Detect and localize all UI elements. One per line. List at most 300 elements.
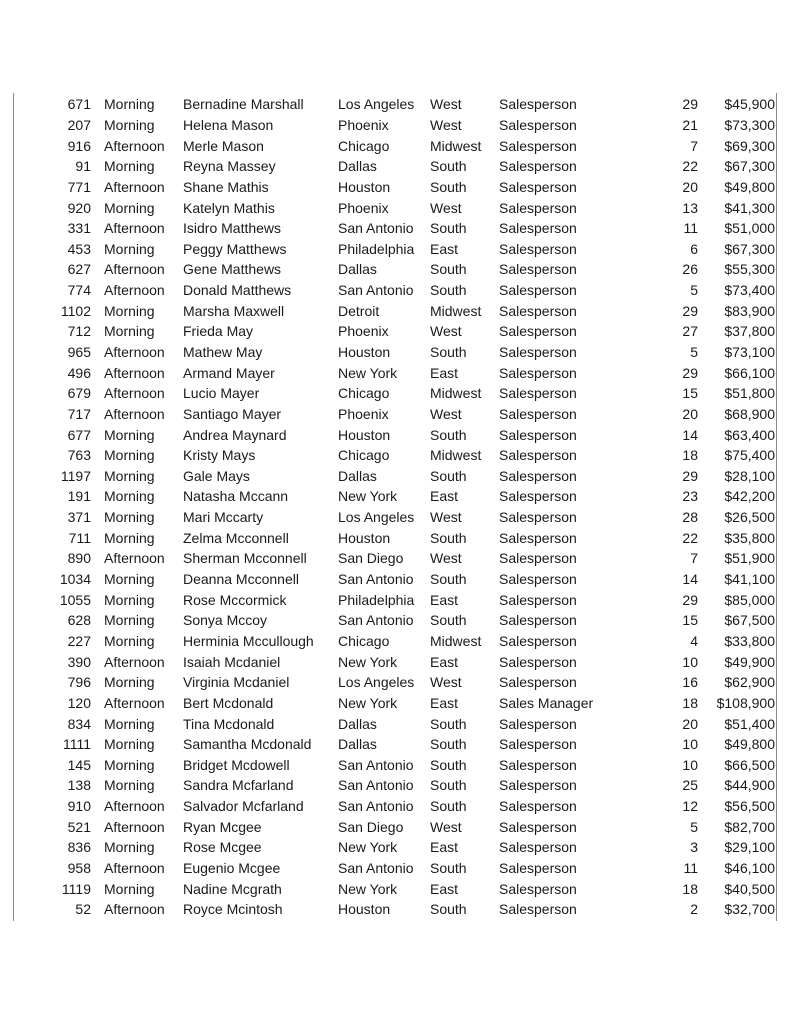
region-cell: South: [430, 798, 467, 815]
salary-cell: $32,700: [724, 901, 775, 918]
job-title-cell: Salesperson: [499, 798, 577, 815]
employee-id-cell: 1055: [59, 591, 91, 608]
table-row: [14, 218, 781, 239]
employee-name-cell: Rose Mccormick: [183, 591, 287, 608]
table-row: [14, 899, 781, 920]
employee-name-cell: Nadine Mcgrath: [183, 880, 282, 897]
region-cell: South: [430, 467, 467, 484]
city-cell: Los Angeles: [338, 674, 415, 691]
city-cell: Phoenix: [338, 323, 389, 340]
salary-cell: $51,000: [724, 220, 775, 237]
shift-cell: Afternoon: [104, 261, 165, 278]
region-cell: South: [430, 220, 467, 237]
employee-id-cell: 677: [67, 426, 91, 443]
salary-cell: $49,800: [724, 736, 775, 753]
years-cell: 10: [682, 736, 698, 753]
region-cell: South: [430, 178, 467, 195]
employee-name-cell: Royce Mcintosh: [183, 901, 283, 918]
years-cell: 3: [690, 839, 698, 856]
job-title-cell: Salesperson: [499, 302, 577, 319]
years-cell: 16: [682, 674, 698, 691]
years-cell: 5: [690, 344, 698, 360]
city-cell: Los Angeles: [338, 96, 415, 113]
employee-id-cell: 763: [67, 447, 91, 464]
employee-table-body: [14, 94, 781, 920]
employee-name-cell: Samantha Mcdonald: [183, 736, 312, 753]
employee-id-cell: 796: [67, 674, 91, 691]
employee-id-cell: 521: [67, 818, 91, 835]
shift-cell: Morning: [104, 674, 155, 691]
years-cell: 22: [682, 158, 698, 175]
job-title-cell: Salesperson: [499, 777, 577, 794]
employee-id-cell: 1034: [59, 571, 91, 588]
city-cell: San Antonio: [338, 860, 414, 877]
employee-table: [14, 94, 781, 920]
region-cell: West: [430, 818, 462, 835]
employee-name-cell: Bernadine Marshall: [183, 96, 304, 113]
employee-id-cell: 145: [67, 756, 91, 773]
job-title-cell: Salesperson: [499, 674, 577, 691]
job-title-cell: Salesperson: [499, 880, 577, 897]
shift-cell: Afternoon: [104, 818, 165, 835]
years-cell: 29: [682, 467, 698, 484]
salary-cell: $46,100: [724, 860, 775, 877]
years-cell: 2: [690, 901, 698, 918]
employee-name-cell: Ryan Mcgee: [183, 818, 262, 835]
shift-cell: Morning: [104, 591, 155, 608]
table-row: [14, 507, 781, 528]
job-title-cell: Salesperson: [499, 529, 577, 546]
employee-id-cell: 965: [67, 344, 91, 360]
region-cell: South: [430, 777, 467, 794]
employee-name-cell: Mathew May: [183, 344, 263, 360]
years-cell: 7: [690, 550, 698, 567]
city-cell: New York: [338, 880, 398, 897]
region-cell: Midwest: [430, 137, 482, 154]
years-cell: 10: [682, 653, 698, 670]
table-row: [14, 177, 781, 198]
salary-cell: $66,100: [724, 364, 775, 381]
employee-name-cell: Deanna Mcconnell: [183, 571, 299, 588]
region-cell: West: [430, 509, 462, 526]
city-cell: Houston: [338, 426, 391, 443]
region-cell: East: [430, 880, 459, 897]
years-cell: 12: [682, 798, 698, 815]
employee-id-cell: 628: [67, 612, 91, 629]
salary-cell: $45,900: [724, 96, 775, 113]
employee-name-cell: Santiago Mayer: [183, 405, 282, 422]
years-cell: 22: [682, 529, 698, 546]
salary-cell: $67,300: [724, 240, 775, 257]
employee-name-cell: Armand Mayer: [183, 364, 275, 381]
employee-id-cell: 671: [67, 96, 91, 113]
salary-cell: $41,300: [724, 199, 775, 216]
job-title-cell: Salesperson: [499, 467, 577, 484]
shift-cell: Morning: [104, 323, 155, 340]
shift-cell: Morning: [104, 777, 155, 794]
employee-id-cell: 191: [67, 488, 91, 505]
job-title-cell: Salesperson: [499, 344, 577, 360]
salary-cell: $55,300: [724, 261, 775, 278]
salary-cell: $66,500: [724, 756, 775, 773]
job-title-cell: Salesperson: [499, 860, 577, 877]
region-cell: South: [430, 901, 467, 918]
table-row: [14, 115, 781, 136]
city-cell: Dallas: [338, 261, 377, 278]
years-cell: 10: [682, 756, 698, 773]
salary-cell: $42,200: [724, 488, 775, 505]
employee-name-cell: Donald Matthews: [183, 282, 292, 299]
employee-name-cell: Andrea Maynard: [183, 426, 287, 443]
region-cell: West: [430, 323, 462, 340]
employee-name-cell: Sherman Mcconnell: [183, 550, 307, 567]
years-cell: 5: [690, 818, 698, 835]
table-row: [14, 589, 781, 610]
shift-cell: Afternoon: [104, 860, 165, 877]
region-cell: South: [430, 158, 467, 175]
job-title-cell: Salesperson: [499, 426, 577, 443]
city-cell: San Antonio: [338, 612, 414, 629]
job-title-cell: Salesperson: [499, 405, 577, 422]
table-row: [14, 197, 781, 218]
employee-id-cell: 331: [67, 220, 91, 237]
table-row: [14, 321, 781, 342]
job-title-cell: Salesperson: [499, 240, 577, 257]
employee-id-cell: 712: [67, 323, 91, 340]
city-cell: Phoenix: [338, 116, 389, 133]
years-cell: 27: [682, 323, 698, 340]
job-title-cell: Salesperson: [499, 839, 577, 856]
job-title-cell: Salesperson: [499, 137, 577, 154]
years-cell: 4: [690, 632, 698, 649]
salary-cell: $82,700: [724, 818, 775, 835]
shift-cell: Afternoon: [104, 405, 165, 422]
employee-name-cell: Zelma Mcconnell: [183, 529, 289, 546]
salary-cell: $33,800: [724, 632, 775, 649]
shift-cell: Morning: [104, 240, 155, 257]
region-cell: South: [430, 344, 467, 360]
salary-cell: $35,800: [724, 529, 775, 546]
job-title-cell: Salesperson: [499, 447, 577, 464]
region-cell: Midwest: [430, 385, 482, 402]
shift-cell: Morning: [104, 736, 155, 753]
job-title-cell: Salesperson: [499, 261, 577, 278]
region-cell: West: [430, 674, 462, 691]
region-cell: South: [430, 282, 467, 299]
city-cell: San Antonio: [338, 798, 414, 815]
city-cell: Dallas: [338, 736, 377, 753]
region-cell: South: [430, 715, 467, 732]
table-row: [14, 651, 781, 672]
job-title-cell: Salesperson: [499, 715, 577, 732]
employee-id-cell: 910: [67, 798, 91, 815]
employee-name-cell: Peggy Matthews: [183, 240, 287, 257]
years-cell: 6: [690, 240, 698, 257]
region-cell: East: [430, 653, 459, 670]
salary-cell: $83,900: [724, 302, 775, 319]
salary-cell: $29,100: [724, 839, 775, 856]
employee-id-cell: 836: [67, 839, 91, 856]
table-row: [14, 280, 781, 301]
shift-cell: Morning: [104, 426, 155, 443]
employee-name-cell: Virginia Mcdaniel: [183, 674, 290, 691]
region-cell: Midwest: [430, 632, 482, 649]
shift-cell: Morning: [104, 571, 155, 588]
shift-cell: Morning: [104, 529, 155, 546]
job-title-cell: Salesperson: [499, 96, 577, 113]
salary-cell: $51,800: [724, 385, 775, 402]
salary-cell: $41,100: [724, 571, 775, 588]
table-row: [14, 466, 781, 487]
salary-cell: $51,400: [724, 715, 775, 732]
employee-id-cell: 496: [67, 364, 91, 381]
years-cell: 21: [682, 116, 698, 133]
employee-name-cell: Marsha Maxwell: [183, 302, 285, 319]
region-cell: East: [430, 488, 459, 505]
employee-name-cell: Rose Mcgee: [183, 839, 262, 856]
job-title-cell: Salesperson: [499, 756, 577, 773]
job-title-cell: Salesperson: [499, 323, 577, 340]
table-row: [14, 569, 781, 590]
years-cell: 29: [682, 96, 698, 113]
salary-cell: $73,400: [724, 282, 775, 299]
years-cell: 11: [683, 860, 698, 877]
city-cell: New York: [338, 839, 398, 856]
employee-id-cell: 771: [67, 178, 91, 195]
employee-name-cell: Merle Mason: [183, 137, 264, 154]
shift-cell: Morning: [104, 509, 155, 526]
job-title-cell: Salesperson: [499, 116, 577, 133]
table-row: [14, 404, 781, 425]
city-cell: San Antonio: [338, 777, 414, 794]
salary-cell: $37,800: [724, 323, 775, 340]
years-cell: 29: [682, 364, 698, 381]
employee-name-cell: Tina Mcdonald: [183, 715, 275, 732]
shift-cell: Afternoon: [104, 385, 165, 402]
region-cell: West: [430, 199, 462, 216]
table-row: [14, 527, 781, 548]
region-cell: East: [430, 240, 459, 257]
job-title-cell: Salesperson: [499, 158, 577, 175]
employee-id-cell: 207: [67, 116, 91, 133]
region-cell: West: [430, 550, 462, 567]
employee-name-cell: Bridget Mcdowell: [183, 756, 290, 773]
salary-cell: $26,500: [724, 509, 775, 526]
shift-cell: Morning: [104, 839, 155, 856]
table-row: [14, 713, 781, 734]
employee-name-cell: Bert Mcdonald: [183, 694, 274, 711]
city-cell: Phoenix: [338, 405, 389, 422]
employee-name-cell: Kristy Mays: [183, 447, 256, 464]
salary-cell: $62,900: [724, 674, 775, 691]
job-title-cell: Salesperson: [499, 220, 577, 237]
years-cell: 18: [682, 447, 698, 464]
shift-cell: Morning: [104, 96, 155, 113]
years-cell: 20: [682, 178, 698, 195]
shift-cell: Morning: [104, 447, 155, 464]
region-cell: South: [430, 736, 467, 753]
table-row: [14, 156, 781, 177]
city-cell: Dallas: [338, 158, 377, 175]
employee-name-cell: Salvador Mcfarland: [183, 798, 304, 815]
region-cell: East: [430, 839, 459, 856]
shift-cell: Afternoon: [104, 901, 165, 918]
employee-name-cell: Mari Mccarty: [183, 509, 264, 526]
employee-name-cell: Herminia Mccullough: [183, 632, 314, 649]
job-title-cell: Salesperson: [499, 178, 577, 195]
employee-id-cell: 91: [75, 158, 91, 175]
employee-id-cell: 227: [67, 632, 91, 649]
city-cell: San Antonio: [338, 756, 414, 773]
region-cell: South: [430, 426, 467, 443]
table-row: [14, 445, 781, 466]
employee-name-cell: Katelyn Mathis: [183, 199, 275, 216]
employee-id-cell: 916: [67, 137, 91, 154]
region-cell: South: [430, 571, 467, 588]
shift-cell: Morning: [104, 756, 155, 773]
employee-id-cell: 958: [67, 860, 91, 877]
years-cell: 29: [682, 302, 698, 319]
city-cell: San Antonio: [338, 571, 414, 588]
employee-id-cell: 920: [67, 199, 91, 216]
shift-cell: Afternoon: [104, 364, 165, 381]
years-cell: 5: [690, 282, 698, 299]
years-cell: 13: [682, 199, 698, 216]
employee-id-cell: 890: [67, 550, 91, 567]
job-title-cell: Salesperson: [499, 282, 577, 299]
years-cell: 7: [690, 137, 698, 154]
shift-cell: Morning: [104, 302, 155, 319]
employee-id-cell: 717: [67, 405, 91, 422]
city-cell: San Diego: [338, 550, 404, 567]
region-cell: South: [430, 261, 467, 278]
shift-cell: Afternoon: [104, 282, 165, 299]
salary-cell: $49,900: [724, 653, 775, 670]
table-row: [14, 693, 781, 714]
city-cell: New York: [338, 653, 398, 670]
shift-cell: Morning: [104, 467, 155, 484]
years-cell: 28: [682, 509, 698, 526]
salary-cell: $63,400: [724, 426, 775, 443]
shift-cell: Afternoon: [104, 694, 165, 711]
city-cell: Dallas: [338, 467, 377, 484]
region-cell: South: [430, 612, 467, 629]
shift-cell: Morning: [104, 116, 155, 133]
years-cell: 20: [682, 715, 698, 732]
salary-cell: $40,500: [724, 880, 775, 897]
employee-id-cell: 390: [67, 653, 91, 670]
city-cell: Houston: [338, 178, 391, 195]
employee-id-cell: 627: [67, 261, 91, 278]
city-cell: New York: [338, 364, 398, 381]
table-row: [14, 755, 781, 776]
shift-cell: Afternoon: [104, 178, 165, 195]
shift-cell: Morning: [104, 880, 155, 897]
years-cell: 23: [682, 488, 698, 505]
city-cell: Philadelphia: [338, 240, 415, 257]
salary-cell: $85,000: [724, 591, 775, 608]
job-title-cell: Salesperson: [499, 632, 577, 649]
table-row: [14, 342, 781, 363]
shift-cell: Afternoon: [104, 137, 165, 154]
shift-cell: Morning: [104, 612, 155, 629]
salary-cell: $44,900: [724, 777, 775, 794]
employee-name-cell: Lucio Mayer: [183, 385, 260, 402]
region-cell: South: [430, 756, 467, 773]
table-row: [14, 775, 781, 796]
job-title-cell: Salesperson: [499, 509, 577, 526]
region-cell: West: [430, 116, 462, 133]
region-cell: South: [430, 529, 467, 546]
city-cell: Chicago: [338, 447, 390, 464]
salary-cell: $68,900: [724, 405, 775, 422]
city-cell: San Diego: [338, 818, 404, 835]
job-title-cell: Salesperson: [499, 385, 577, 402]
years-cell: 14: [682, 571, 698, 588]
shift-cell: Morning: [104, 158, 155, 175]
table-row: [14, 486, 781, 507]
job-title-cell: Salesperson: [499, 199, 577, 216]
employee-name-cell: Shane Mathis: [183, 178, 269, 195]
city-cell: Philadelphia: [338, 591, 415, 608]
region-cell: West: [430, 405, 462, 422]
table-row: [14, 383, 781, 404]
years-cell: 15: [682, 612, 698, 629]
job-title-cell: Salesperson: [499, 591, 577, 608]
salary-cell: $56,500: [724, 798, 775, 815]
years-cell: 29: [682, 591, 698, 608]
shift-cell: Afternoon: [104, 344, 165, 360]
table-row: [14, 300, 781, 321]
employee-id-cell: 711: [68, 529, 91, 546]
employee-name-cell: Eugenio Mcgee: [183, 860, 281, 877]
employee-name-cell: Isidro Matthews: [183, 220, 282, 237]
table-row: [14, 631, 781, 652]
table-row: [14, 259, 781, 280]
city-cell: Detroit: [338, 302, 380, 319]
years-cell: 15: [682, 385, 698, 402]
table-row: [14, 238, 781, 259]
job-title-cell: Salesperson: [499, 818, 577, 835]
shift-cell: Afternoon: [104, 653, 165, 670]
table-row: [14, 94, 781, 115]
job-title-cell: Salesperson: [499, 736, 577, 753]
city-cell: New York: [338, 488, 398, 505]
table-row: [14, 672, 781, 693]
table-row: [14, 362, 781, 383]
city-cell: Houston: [338, 529, 391, 546]
years-cell: 20: [682, 405, 698, 422]
table-row: [14, 135, 781, 156]
table-row: [14, 424, 781, 445]
table-row: [14, 858, 781, 879]
city-cell: Chicago: [338, 632, 390, 649]
shift-cell: Morning: [104, 715, 155, 732]
salary-cell: $75,400: [724, 447, 775, 464]
salary-cell: $67,300: [724, 158, 775, 175]
shift-cell: Morning: [104, 488, 155, 505]
years-cell: 18: [682, 694, 698, 711]
city-cell: New York: [338, 694, 398, 711]
employee-id-cell: 1119: [61, 880, 91, 897]
table-row: [14, 734, 781, 755]
region-cell: South: [430, 860, 467, 877]
shift-cell: Morning: [104, 632, 155, 649]
employee-name-cell: Natasha Mccann: [183, 488, 289, 505]
years-cell: 18: [682, 880, 698, 897]
employee-id-cell: 774: [67, 282, 91, 299]
employee-id-cell: 453: [67, 240, 91, 257]
